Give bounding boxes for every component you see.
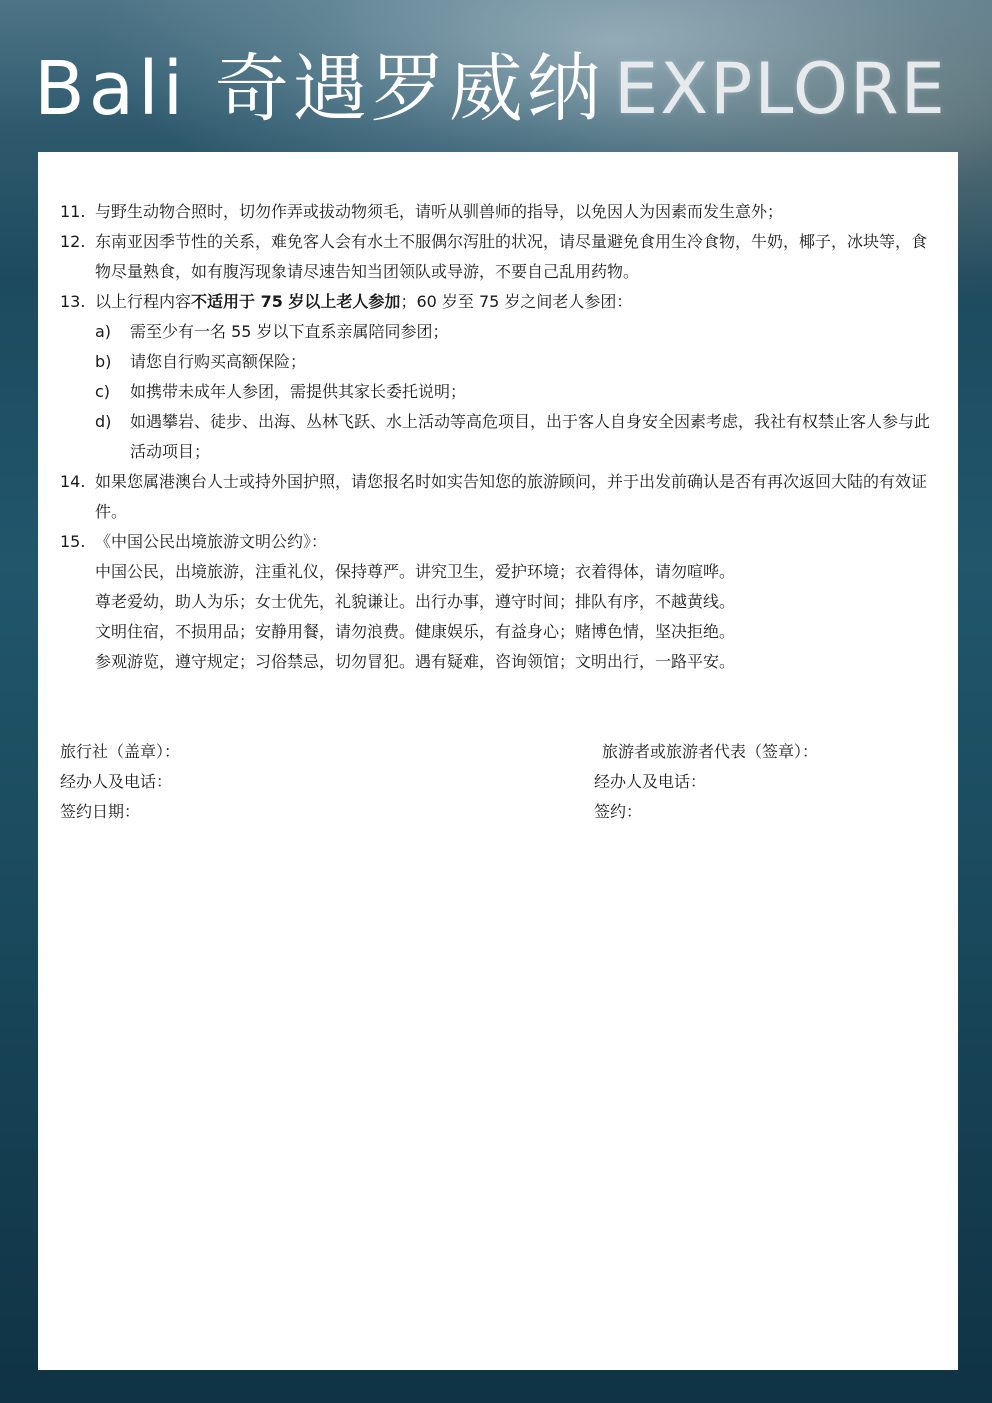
sub-item-letter: b) bbox=[95, 352, 112, 371]
sub-item bbox=[60, 407, 932, 467]
pact-line: 尊老爱幼，助人为乐；女士优先，礼貌谦让。出行办事，遵守时间；排队有序，不越黄线。 bbox=[95, 592, 736, 611]
item-number: 14. bbox=[60, 472, 86, 491]
item-number: 11. bbox=[60, 202, 86, 221]
tourist-signature bbox=[594, 737, 818, 827]
item-number: 12. bbox=[60, 232, 86, 251]
item-text: 《中国公民出境旅游文明公约》： bbox=[95, 532, 328, 551]
sub-item bbox=[60, 377, 932, 407]
sub-item bbox=[60, 347, 932, 377]
sub-item-text: 如携带未成年人参团，需提供其家长委托说明； bbox=[130, 382, 467, 401]
sub-item-letter: c) bbox=[95, 382, 111, 401]
agency-stamp-label: 旅行社（盖章）： bbox=[60, 742, 181, 761]
sub-item-letter: a) bbox=[95, 322, 112, 341]
sub-item bbox=[60, 317, 932, 347]
page-header bbox=[0, 0, 992, 152]
signing-date-label: 签约日期： bbox=[60, 802, 141, 821]
list-item bbox=[60, 527, 932, 557]
tourist-sign-label: 旅游者或旅游者代表（签章）： bbox=[602, 742, 819, 761]
item-number: 15. bbox=[60, 532, 86, 551]
sub-item-text: 如遇攀岩、徒步、出海、丛林飞跃、水上活动等高危项目，出于客人自身安全因素考虑，我社有权禁止客人参与此活动项目； bbox=[130, 412, 931, 461]
item-text: 如果您属港澳台人士或持外国护照，请您报名时如实告知您的旅游顾问，并于出发前确认是否有再次返回大陆的有效证件。 bbox=[95, 472, 928, 521]
page-title: Bali 奇遇罗威纳 bbox=[34, 46, 605, 132]
sub-item-text: 请您自行购买高额保险； bbox=[130, 352, 307, 371]
explore-title: EXPLORE bbox=[614, 48, 947, 130]
list-item bbox=[60, 467, 932, 527]
tourist-handler-label: 经办人及电话： bbox=[594, 772, 707, 791]
item-number: 13. bbox=[60, 292, 86, 311]
item-text-post: ；60 岁至 75 岁之间老人参团： bbox=[400, 292, 633, 311]
item-text-pre: 以上行程内容 bbox=[95, 292, 192, 311]
document-paper bbox=[38, 152, 958, 1370]
signature-block bbox=[60, 737, 932, 827]
item-text: 与野生动物合照时，切勿作弄或拔动物须毛，请听从驯兽师的指导，以免因人为因素而发生意外； bbox=[95, 202, 784, 221]
agency-signature bbox=[60, 737, 180, 827]
list-item bbox=[60, 197, 932, 227]
sub-item-letter: d) bbox=[95, 412, 112, 431]
tourist-signing-label: 签约： bbox=[594, 802, 643, 821]
pact-line: 中国公民，出境旅游，注重礼仪，保持尊严。讲究卫生，爱护环境；衣着得体，请勿喧哗。 bbox=[95, 562, 736, 581]
agency-handler-label: 经办人及电话： bbox=[60, 772, 173, 791]
list-item bbox=[60, 287, 932, 317]
notice-list bbox=[60, 197, 932, 677]
item-text-bold: 不适用于 75 岁以上老人参加 bbox=[191, 292, 401, 311]
sub-item-text: 需至少有一名 55 岁以下直系亲属陪同参团； bbox=[130, 322, 449, 341]
pact-line: 参观游览，遵守规定；习俗禁忌，切勿冒犯。遇有疑难，咨询领馆；文明出行，一路平安。 bbox=[95, 652, 736, 671]
pact-line: 文明住宿，不损用品；安静用餐，请勿浪费。健康娱乐，有益身心；赌博色情，坚决拒绝。 bbox=[95, 622, 736, 641]
item-text: 东南亚因季节性的关系，难免客人会有水土不服偶尔泻肚的状况，请尽量避免食用生冷食物，牛奶，椰子，冰块等，食物尽量熟食，如有腹泻现象请尽速告知当团领队或导游，不要自己乱用药物。 bbox=[95, 232, 928, 281]
list-item bbox=[60, 227, 932, 287]
